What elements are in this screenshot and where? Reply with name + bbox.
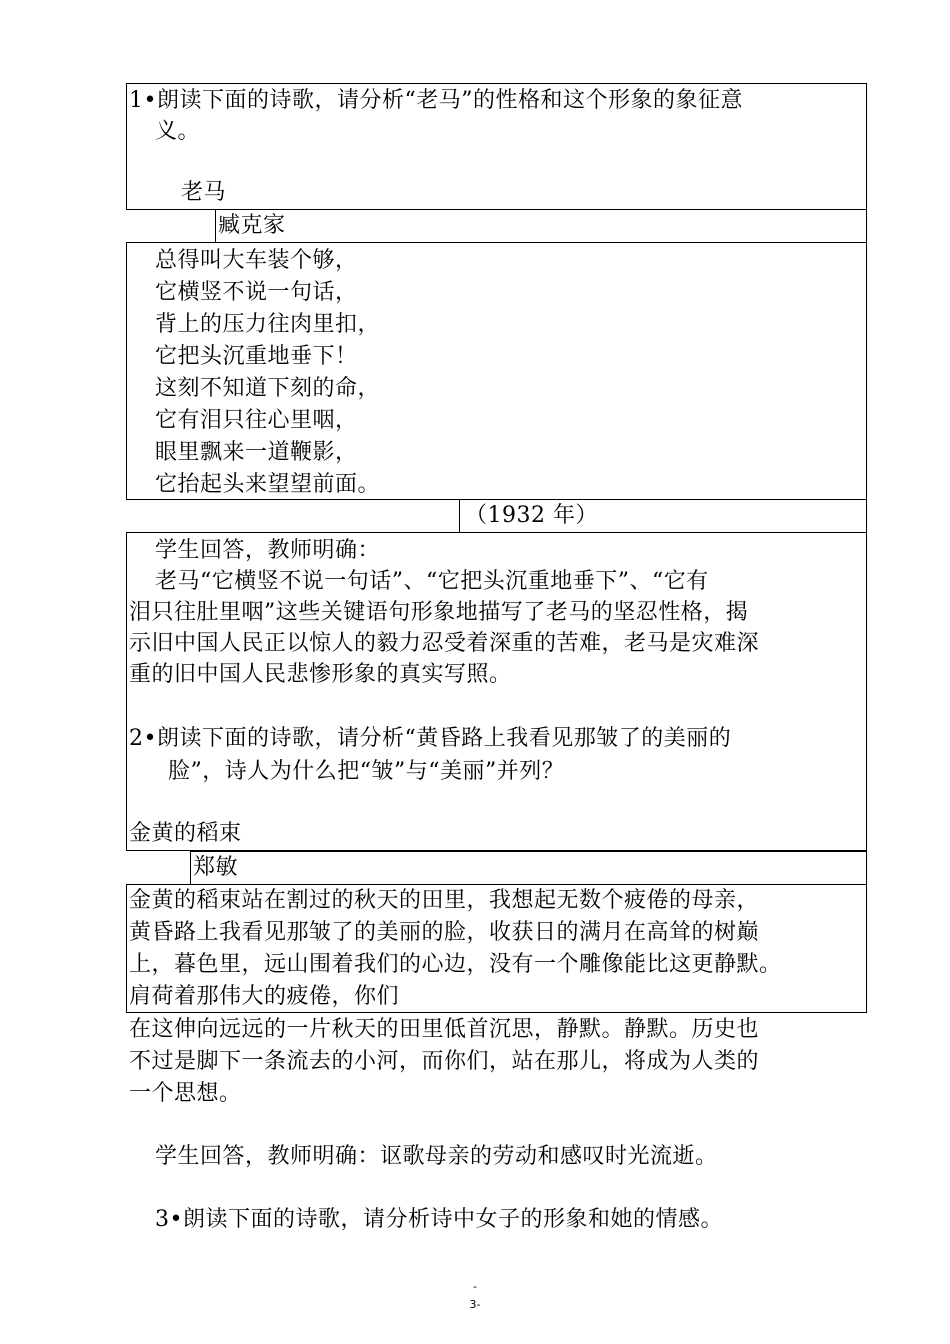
q2-poem-line: 上，暮色里，远山围着我们的心边，没有一个雕像能比这更静默。	[129, 952, 782, 977]
page-number: 3-	[469, 1298, 481, 1311]
q2-poem-title: 金黄的稻束	[129, 821, 242, 846]
q2-poem-cont-line: 在这伸向远远的一片秋天的田里低首沉思，静默。静默。历史也	[129, 1017, 760, 1042]
q2-prompt-line2: 脸”，诗人为什么把“皱”与“美丽”并列？	[168, 759, 565, 784]
q1-answer-line: 示旧中国人民正以惊人的毅力忍受着深重的苦难，老马是灾难深	[129, 631, 760, 656]
q1-answer-intro: 学生回答，教师明确：	[155, 538, 381, 563]
q1-poem-title: 老马	[181, 180, 227, 205]
q1-poem-line: 它横竖不说一句话，	[155, 280, 358, 305]
q2-author: 郑敏	[193, 855, 239, 880]
q2-poem-line: 肩荷着那伟大的疲倦，你们	[129, 984, 400, 1009]
q1-poem-line: 这刻不知道下刻的命，	[155, 376, 381, 401]
q2-author-box	[190, 851, 867, 885]
q1-author-box	[215, 209, 867, 243]
q1-answer-line: 重的旧中国人民悲惨形象的真实写照。	[129, 662, 512, 687]
q1-answer-line: 老马“它横竖不说一句话”、“它把头沉重地垂下”、“它有	[155, 569, 709, 594]
q1-prompt-line1: 1•朗读下面的诗歌，请分析“老马”的性格和这个形象的象征意	[129, 88, 743, 113]
q1-poem-line: 总得叫大车装个够，	[155, 248, 358, 273]
q1-poem-line: 它抬起头来望望前面。	[155, 472, 381, 497]
q1-poem-line: 眼里飘来一道鞭影，	[155, 440, 358, 465]
q1-prompt-line2: 义。	[155, 119, 201, 144]
q1-poem-line: 它有泪只往心里咽，	[155, 408, 358, 433]
q3-prompt: 3•朗读下面的诗歌，请分析诗中女子的形象和她的情感。	[155, 1207, 723, 1232]
q2-answer: 学生回答，教师明确：讴歌母亲的劳动和感叹时光流逝。	[155, 1144, 718, 1169]
q1-poem-line: 它把头沉重地垂下！	[155, 344, 358, 369]
q2-poem-cont-line: 一个思想。	[129, 1081, 242, 1106]
q1-author: 臧克家	[218, 213, 286, 238]
q1-year: （1932 年）	[465, 503, 598, 528]
q2-poem-line: 金黄的稻束站在割过的秋天的田里，我想起无数个疲倦的母亲，	[129, 888, 760, 913]
q1-poem-line: 背上的压力往肉里扣，	[155, 312, 381, 337]
q2-poem-line: 黄昏路上我看见那皱了的美丽的脸，收获日的满月在高耸的树巅	[129, 920, 760, 945]
q2-poem-cont-line: 不过是脚下一条流去的小河，而你们，站在那儿，将成为人类的	[129, 1049, 760, 1074]
footer-dash: -	[473, 1280, 477, 1293]
q2-prompt-line1: 2•朗读下面的诗歌，请分析“黄昏路上我看见那皱了的美丽的	[129, 726, 732, 751]
q1-answer-line: 泪只往肚里咽”这些关键语句形象地描写了老马的坚忍性格，揭	[129, 600, 749, 625]
